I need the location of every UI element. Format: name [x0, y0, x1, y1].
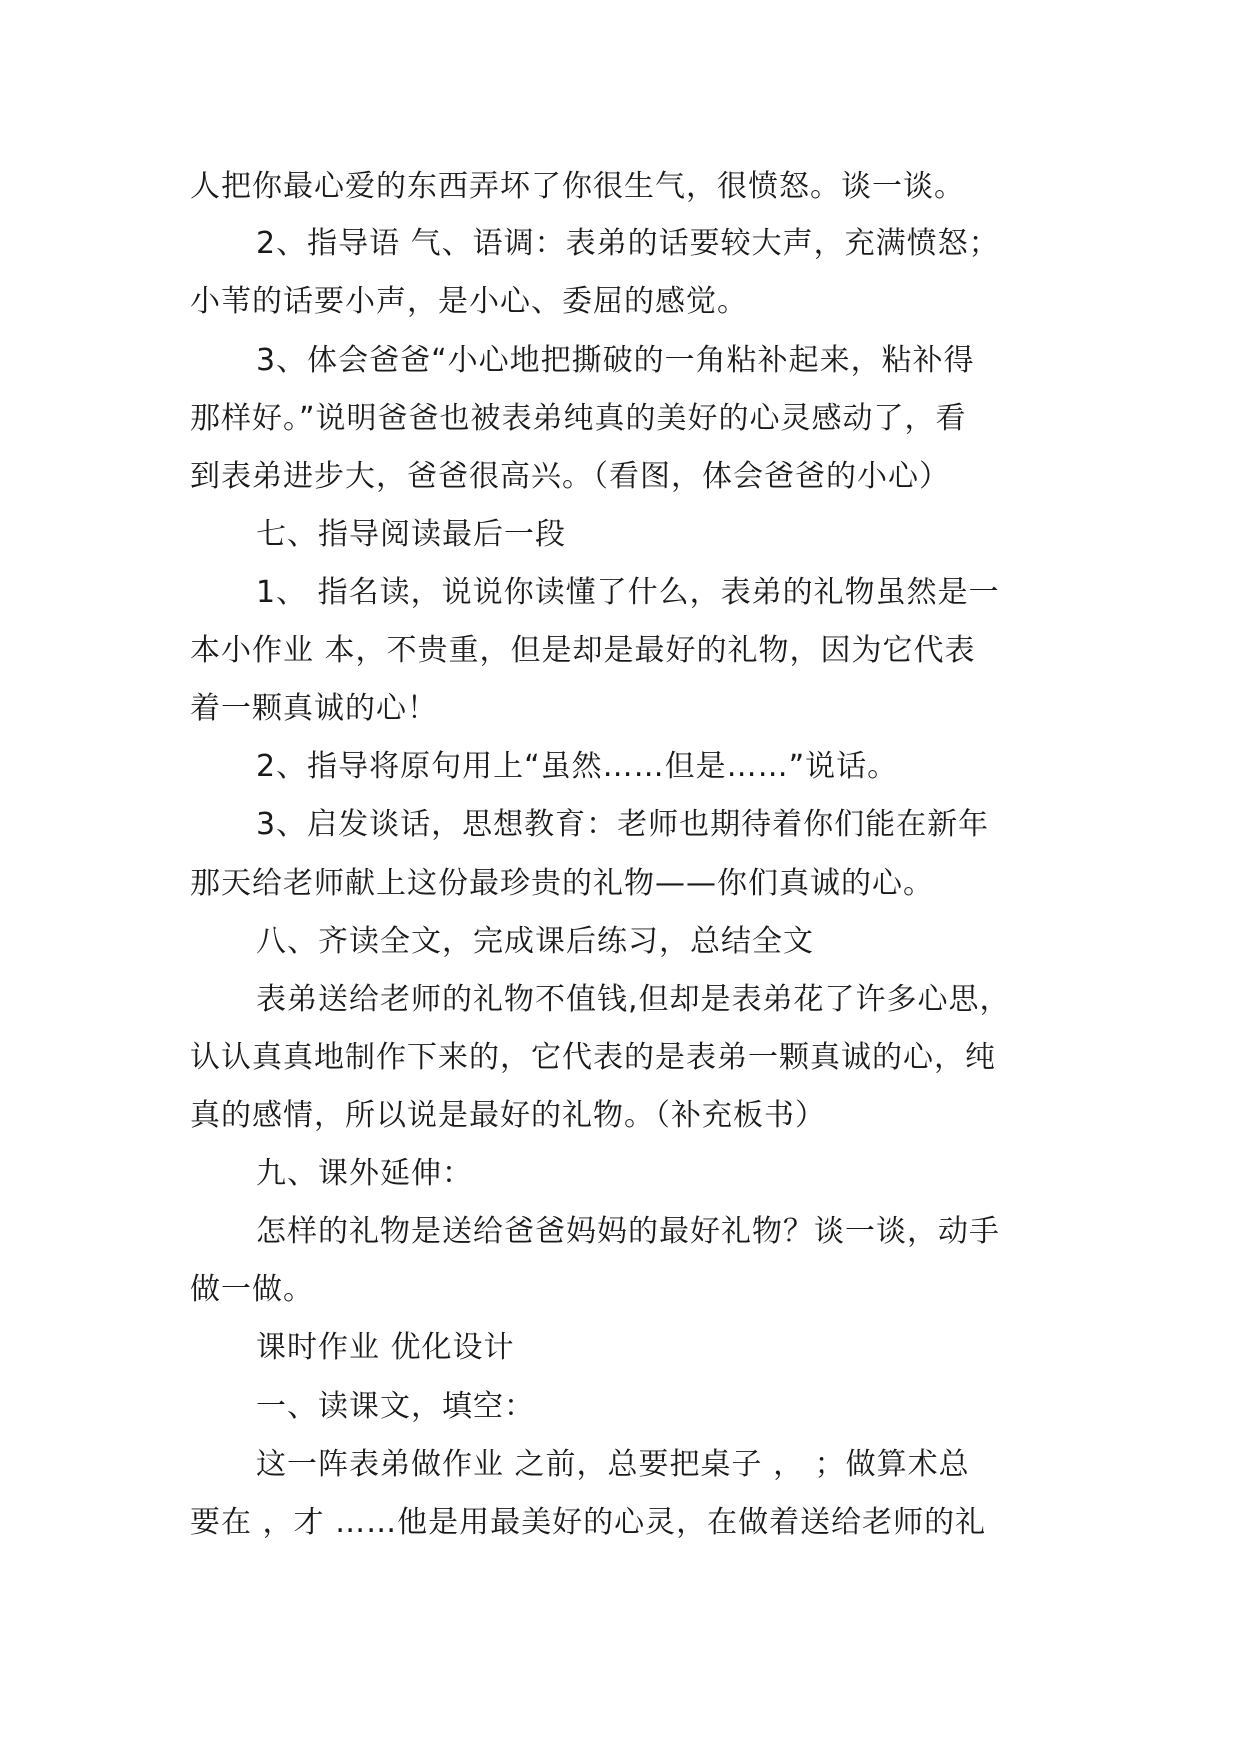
text-line: 人把你最心爱的东西弄坏了你很生气，很愤怒。谈一谈。: [190, 169, 965, 204]
text-line: 那天给老师献上这份最珍贵的礼物——你们真诚的心。: [190, 866, 934, 901]
section-heading: 七、指导阅读最后一段: [256, 517, 566, 552]
text-line: 小苇的话要小声，是小心、委屈的感觉。: [190, 284, 748, 319]
text-line: 做一做。: [190, 1272, 314, 1307]
text-line: 真的感情，所以说是最好的礼物。（补充板书）: [190, 1098, 826, 1133]
text-line: 认认真真地制作下来的，它代表的是表弟一颗真诚的心，纯: [190, 1040, 996, 1075]
text-line: 2、指导将原句用上“虽然……但是……”说话。: [256, 749, 899, 784]
text-line: 着一颗真诚的心！: [190, 691, 438, 726]
section-heading: 一、读课文，填空：: [256, 1389, 535, 1424]
text-line: 2、指导语 气、语调：表弟的话要较大声，充满愤怒；: [256, 226, 1000, 261]
text-line: 本小作业 本，不贵重，但是却是最好的礼物，因为它代表: [190, 633, 976, 668]
text-line: 表弟送给老师的礼物不值钱,但却是表弟花了许多心思，: [256, 982, 1011, 1017]
text-line: 1、 指名读，说说你读懂了什么，表弟的礼物虽然是一: [256, 575, 1000, 610]
text-line: 到表弟进步大，爸爸很高兴。（看图，体会爸爸的小心）: [190, 459, 950, 494]
text-line: 3、启发谈话，思想教育：老师也期待着你们能在新年: [256, 807, 990, 842]
section-heading: 九、课外延伸：: [256, 1156, 473, 1191]
text-line: 这一阵表弟做作业 之前，总要把桌子 ， ；做算术总: [256, 1447, 970, 1482]
text-line: 那样好。”说明爸爸也被表弟纯真的美好的心灵感动了，看: [190, 401, 967, 436]
text-line: 怎样的礼物是送给爸爸妈妈的最好礼物？谈一谈，动手: [256, 1214, 1000, 1249]
section-heading: 课时作业 优化设计: [256, 1330, 515, 1365]
section-heading: 八、齐读全文，完成课后练习，总结全文: [256, 924, 814, 959]
text-line: 要在 ，才 ……他是用最美好的心灵，在做着送给老师的礼: [190, 1505, 987, 1540]
text-line: 3、体会爸爸“小心地把撕破的一角粘补起来，粘补得: [256, 343, 975, 378]
